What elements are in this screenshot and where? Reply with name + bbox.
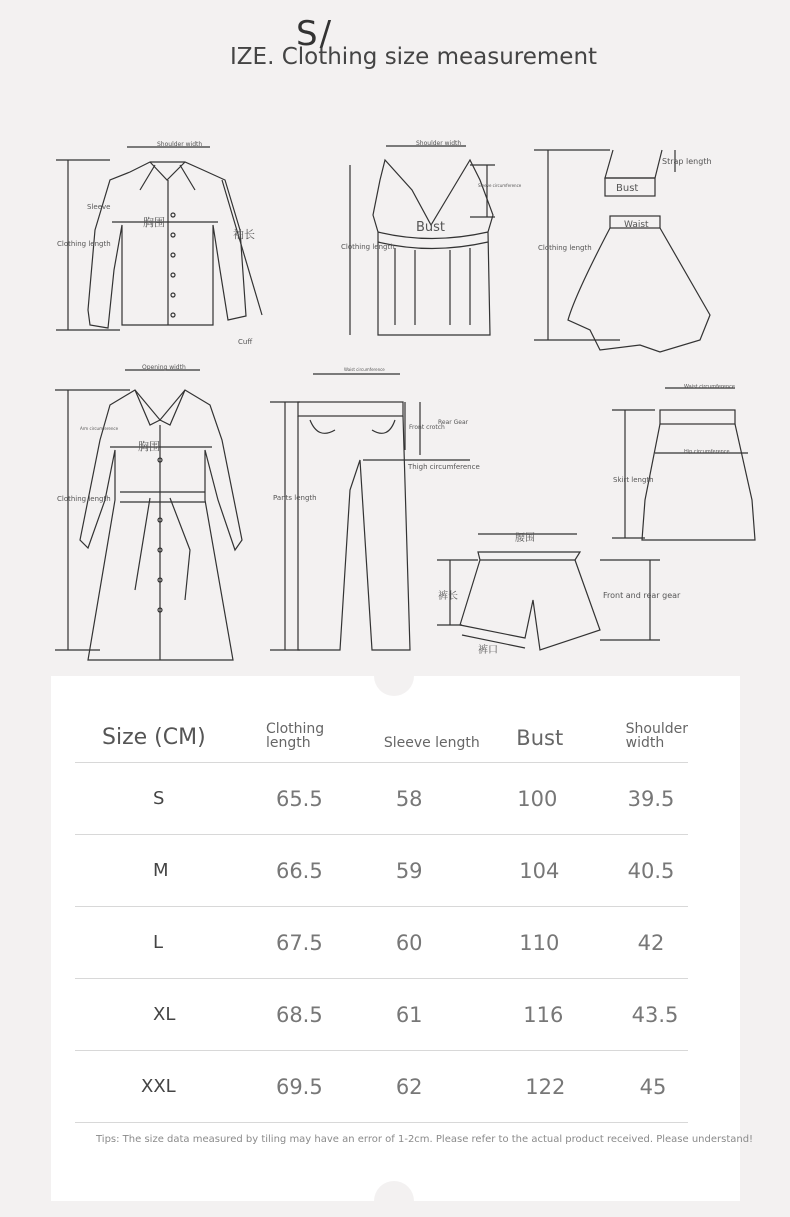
page-title: IZE. Clothing size measurement xyxy=(230,44,598,70)
page-header xyxy=(0,0,790,90)
header-sleeve-length: Sleeve length xyxy=(356,705,497,763)
cell-size: XXL xyxy=(75,1051,266,1123)
pants-front-label: Front crotch xyxy=(409,424,445,431)
cell-bust: 122 xyxy=(497,1051,605,1123)
dress-bust-label: Bust xyxy=(616,183,639,194)
cell-clothing-length: 68.5 xyxy=(266,979,356,1051)
cell-size: M xyxy=(75,835,266,907)
vest-sleeve-label: Sleeve circumference xyxy=(478,183,522,188)
cell-sleeve-length: 62 xyxy=(356,1051,497,1123)
table-row xyxy=(75,907,688,979)
dress-waist-label: Waist xyxy=(624,220,649,230)
card-notch-bottom xyxy=(374,1181,414,1217)
cell-shoulder-width: 45 xyxy=(606,1051,688,1123)
shirt-cuff-label: Cuff xyxy=(238,338,253,346)
table-row xyxy=(75,979,688,1051)
tips-note: Tips: The size data measured by tiling may have an error of 1-2cm. Please refer to the actual product received. Please understand! xyxy=(96,1134,754,1145)
size-table xyxy=(75,705,688,1123)
cell-clothing-length: 66.5 xyxy=(266,835,356,907)
shorts-hem-label: 裤口 xyxy=(478,645,498,656)
cell-shoulder-width: 43.5 xyxy=(606,979,688,1051)
pants-thigh-label: Thigh circumference xyxy=(408,463,480,471)
cell-clothing-length: 65.5 xyxy=(266,763,356,835)
cell-size: L xyxy=(75,907,266,979)
table-row xyxy=(75,835,688,907)
big-letter: S/ xyxy=(296,14,334,54)
shorts-waist-label: 腰围 xyxy=(515,533,535,544)
cell-bust: 110 xyxy=(497,907,605,979)
shirt-illustration xyxy=(56,147,262,330)
vest-shoulder-label: Shoulder width xyxy=(416,140,462,147)
header-shoulder-width: Shoulder width xyxy=(606,705,688,763)
header-bust: Bust xyxy=(497,705,605,763)
shorts-gear-label: Front and rear gear xyxy=(603,591,681,600)
pants-waist-label: Waist circumference xyxy=(344,367,385,372)
shirt-shoulder-label: Shoulder width xyxy=(157,141,203,148)
cell-sleeve-length: 60 xyxy=(356,907,497,979)
pants-illustration xyxy=(270,374,470,650)
shirt-bust-label: 胸围 xyxy=(143,216,165,229)
cell-clothing-length: 67.5 xyxy=(266,907,356,979)
shorts-length-label: 裤长 xyxy=(438,591,458,602)
cell-bust: 100 xyxy=(497,763,605,835)
cell-size: S xyxy=(75,763,266,835)
cell-size: XL xyxy=(75,979,266,1051)
dress-strap-label: Strap length xyxy=(662,157,712,166)
cell-clothing-length: 69.5 xyxy=(266,1051,356,1123)
cell-bust: 104 xyxy=(497,835,605,907)
vest-illustration xyxy=(350,146,495,335)
coat-arm-label: Arm circumference xyxy=(80,426,119,431)
measurement-diagrams xyxy=(0,120,790,680)
table-header-row xyxy=(75,705,688,763)
cell-sleeve-length: 61 xyxy=(356,979,497,1051)
shirt-sleeve-label: Sleeve xyxy=(87,203,111,211)
skirt-illustration xyxy=(612,388,755,540)
vest-bust-label: Bust xyxy=(416,220,446,235)
cell-sleeve-length: 58 xyxy=(356,763,497,835)
coat-length-label: Clothing length xyxy=(57,495,111,503)
table-row xyxy=(75,763,688,835)
dress-length-label: Clothing length xyxy=(538,244,592,252)
skirt-hip-label: Hip circumference xyxy=(684,449,730,455)
cell-bust: 116 xyxy=(497,979,605,1051)
table-row xyxy=(75,1051,688,1123)
cell-shoulder-width: 40.5 xyxy=(606,835,688,907)
coat-bust-label: 胸围 xyxy=(138,440,160,453)
skirt-length-label: Skirt length xyxy=(613,476,654,484)
vest-length-label: Clothing length xyxy=(341,243,395,251)
coat-opening-label: Opening width xyxy=(142,364,186,371)
skirt-waist-label: Waist circumference xyxy=(684,384,735,390)
cell-sleeve-length: 59 xyxy=(356,835,497,907)
shirt-length-label: Clothing length xyxy=(57,240,111,248)
cell-shoulder-width: 42 xyxy=(606,907,688,979)
header-clothing-length: Clothing length xyxy=(266,705,356,763)
pants-length-label: Pants length xyxy=(273,494,317,502)
shirt-sleeve-cn-label: 袖长 xyxy=(233,228,255,241)
cell-shoulder-width: 39.5 xyxy=(606,763,688,835)
coat-illustration xyxy=(55,370,242,660)
header-size: Size (CM) xyxy=(75,705,266,763)
pants-rear-label: Rear Gear xyxy=(438,419,469,426)
